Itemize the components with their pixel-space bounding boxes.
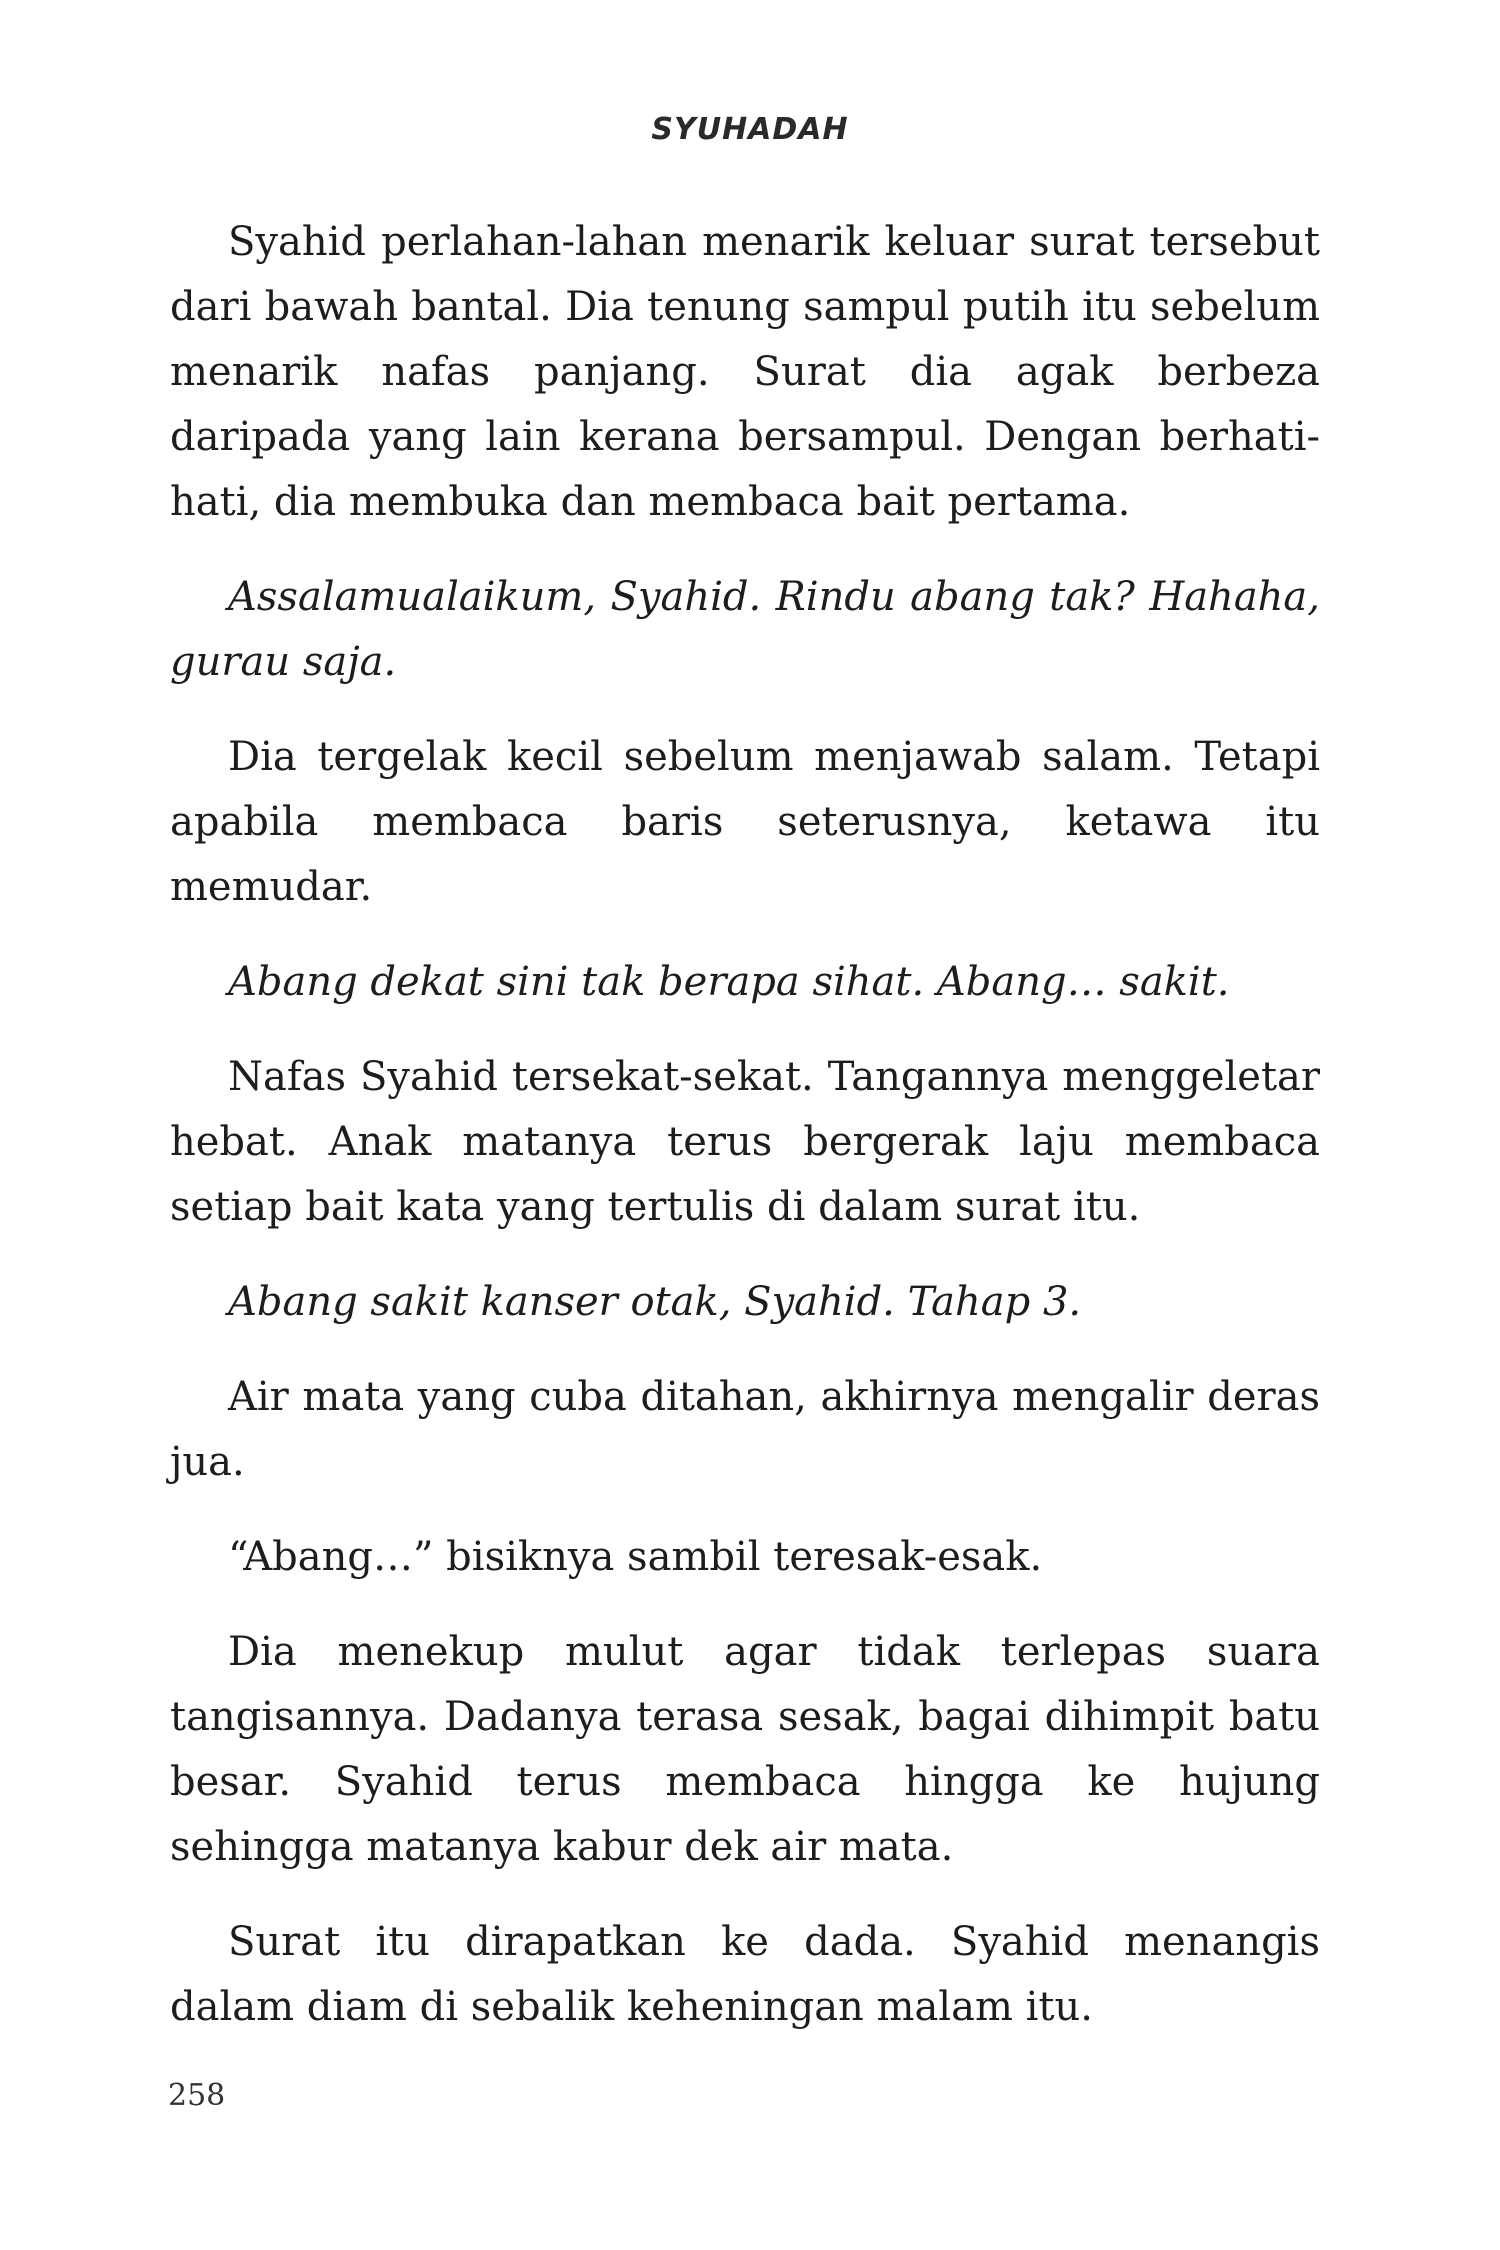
dialogue-line: “Abang…” bisiknya sambil teresak-esak. bbox=[228, 1534, 1043, 1580]
running-header-title: SYUHADAH bbox=[651, 112, 849, 147]
letter-quote: Abang dekat sini tak berapa sihat. Abang… sakit. bbox=[228, 959, 1230, 1005]
letter-quote: Abang sakit kanser otak, Syahid. Tahap 3. bbox=[228, 1279, 1082, 1325]
paragraph: Surat itu dirapatkan ke dada. Syahid menangis dalam diam di sebalik keheningan malam itu. bbox=[170, 1919, 1320, 2030]
paragraph: Syahid perlahan-lahan menarik keluar surat tersebut dari bawah bantal. Dia tenung sampul putih itu sebelum menarik nafas panjang. Surat dia agak berbeza daripada yang lain kerana bersampul. Dengan berhati-hati, dia membuka dan membaca bait pertama. bbox=[170, 219, 1320, 525]
paragraph: Dia menekup mulut agar tidak terlepas suara tangisannya. Dadanya terasa sesak, bagai dihimpit batu besar. Syahid terus membaca hingga ke hujung sehingga matanya kabur dek air mata. bbox=[170, 1629, 1320, 1870]
body-text bbox=[170, 210, 1320, 2070]
paragraph: Air mata yang cuba ditahan, akhirnya mengalir deras jua. bbox=[170, 1374, 1320, 1485]
page-number: 258 bbox=[168, 2078, 226, 2113]
paragraph: Nafas Syahid tersekat-sekat. Tangannya menggeletar hebat. Anak matanya terus bergerak laju membaca setiap bait kata yang tertulis di dalam surat itu. bbox=[170, 1054, 1320, 1230]
letter-quote: Assalamualaikum, Syahid. Rindu abang tak? Hahaha, gurau saja. bbox=[170, 574, 1320, 685]
paragraph: Dia tergelak kecil sebelum menjawab salam. Tetapi apabila membaca baris seterusnya, ketawa itu memudar. bbox=[170, 734, 1320, 910]
